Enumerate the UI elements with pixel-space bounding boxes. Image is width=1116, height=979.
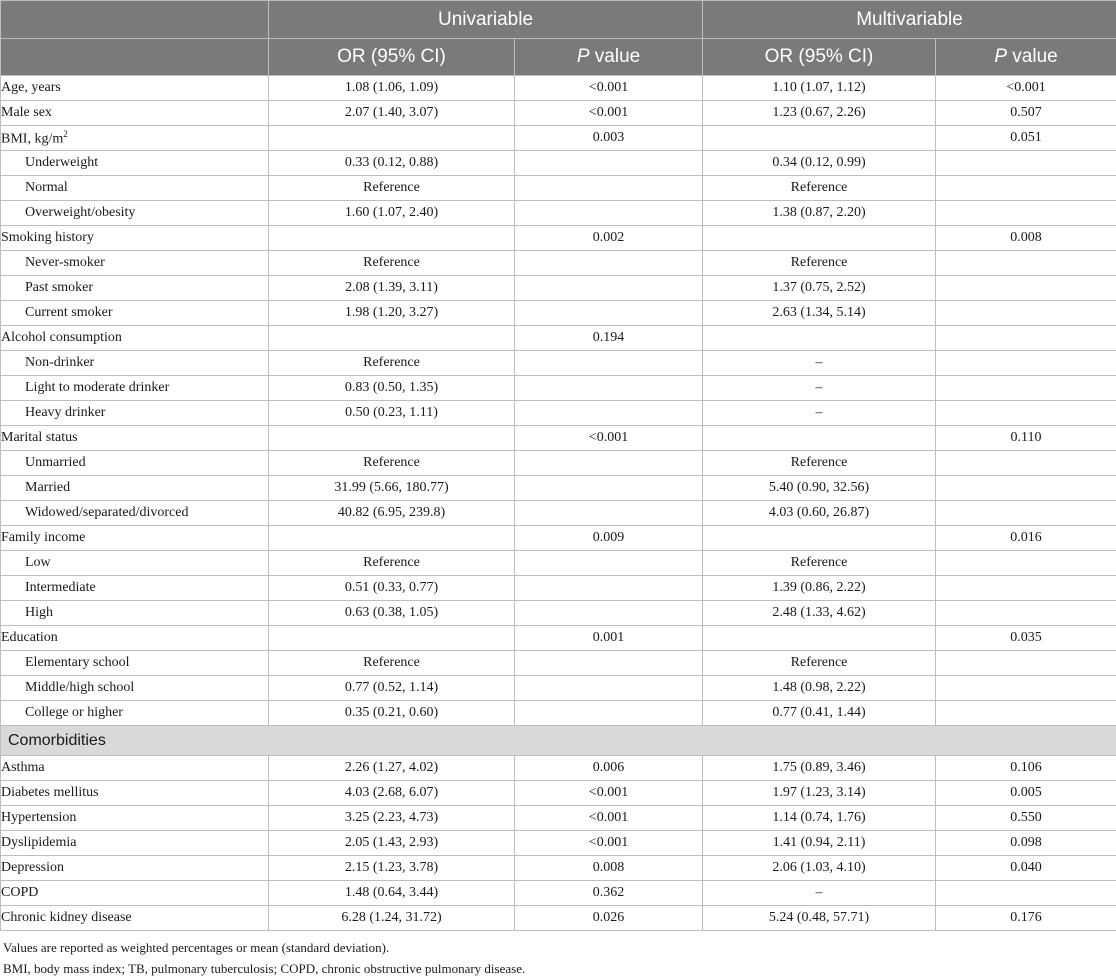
table-row — [1, 856, 1116, 881]
multivariable-header: Multivariable — [703, 1, 1116, 39]
row-label: Depression — [1, 856, 269, 881]
univariable-p-cell: <0.001 — [515, 781, 703, 806]
row-label: Married — [1, 476, 269, 501]
row-label: Elementary school — [1, 651, 269, 676]
multivariable-p-cell — [936, 476, 1116, 501]
univariable-p-cell — [515, 676, 703, 701]
multivariable-or-cell: 1.75 (0.89, 3.46) — [703, 756, 936, 781]
univariable-p-cell: 0.009 — [515, 526, 703, 551]
univariable-p-cell — [515, 251, 703, 276]
multivariable-or-cell: 1.14 (0.74, 1.76) — [703, 806, 936, 831]
row-label: Intermediate — [1, 576, 269, 601]
univariable-or-cell — [269, 226, 515, 251]
multivariable-or-cell — [703, 326, 936, 351]
table-row — [1, 426, 1116, 451]
multivariable-or-cell — [703, 126, 936, 151]
univariable-p-cell — [515, 276, 703, 301]
univariable-or-cell — [269, 526, 515, 551]
univariable-or-cell: 0.63 (0.38, 1.05) — [269, 601, 515, 626]
row-label: Dyslipidemia — [1, 831, 269, 856]
univariable-or-cell: 0.50 (0.23, 1.11) — [269, 401, 515, 426]
row-label: Middle/high school — [1, 676, 269, 701]
univariable-p-cell: <0.001 — [515, 76, 703, 101]
multivariable-p-cell: 0.051 — [936, 126, 1116, 151]
univariable-p-cell — [515, 151, 703, 176]
univariable-p-cell: 0.002 — [515, 226, 703, 251]
univariable-or-cell: 0.51 (0.33, 0.77) — [269, 576, 515, 601]
group-header-row — [1, 1, 1116, 39]
multivariable-p-cell — [936, 351, 1116, 376]
table-row — [1, 401, 1116, 426]
row-label: High — [1, 601, 269, 626]
row-label: Unmarried — [1, 451, 269, 476]
univariable-or-cell: 2.08 (1.39, 3.11) — [269, 276, 515, 301]
multivariable-or-cell: – — [703, 376, 936, 401]
univariable-or-header: OR (95% CI) — [269, 39, 515, 76]
row-label: Heavy drinker — [1, 401, 269, 426]
row-label: Diabetes mellitus — [1, 781, 269, 806]
univariable-p-cell — [515, 401, 703, 426]
multivariable-p-cell — [936, 501, 1116, 526]
table-row — [1, 576, 1116, 601]
row-label: Overweight/obesity — [1, 201, 269, 226]
univariable-p-cell: 0.362 — [515, 881, 703, 906]
table-row — [1, 806, 1116, 831]
row-label: Male sex — [1, 101, 269, 126]
univariable-p-cell — [515, 476, 703, 501]
univariable-p-cell — [515, 551, 703, 576]
row-label: Non-drinker — [1, 351, 269, 376]
multivariable-p-cell: 0.098 — [936, 831, 1116, 856]
univariable-or-cell: 2.07 (1.40, 3.07) — [269, 101, 515, 126]
table-row — [1, 276, 1116, 301]
multivariable-or-cell: – — [703, 351, 936, 376]
multivariable-or-cell: Reference — [703, 176, 936, 201]
multivariable-p-cell: 0.016 — [936, 526, 1116, 551]
table-body — [1, 76, 1116, 931]
multivariable-or-cell: – — [703, 401, 936, 426]
univariable-p-cell: 0.003 — [515, 126, 703, 151]
row-label: Normal — [1, 176, 269, 201]
multivariable-p-cell — [936, 251, 1116, 276]
univariable-or-cell: 31.99 (5.66, 180.77) — [269, 476, 515, 501]
multivariable-or-cell: Reference — [703, 651, 936, 676]
multivariable-or-cell: 2.48 (1.33, 4.62) — [703, 601, 936, 626]
multivariable-or-cell: 2.06 (1.03, 4.10) — [703, 856, 936, 881]
univariable-or-cell: 2.15 (1.23, 3.78) — [269, 856, 515, 881]
univariable-or-cell: 1.98 (1.20, 3.27) — [269, 301, 515, 326]
multivariable-p-cell — [936, 701, 1116, 726]
multivariable-p-cell: 0.005 — [936, 781, 1116, 806]
row-label: Never-smoker — [1, 251, 269, 276]
univariable-or-cell: 40.82 (6.95, 239.8) — [269, 501, 515, 526]
multivariable-or-cell: 1.39 (0.86, 2.22) — [703, 576, 936, 601]
univariable-p-cell — [515, 176, 703, 201]
univariable-p-cell: 0.006 — [515, 756, 703, 781]
univariable-or-cell: 2.26 (1.27, 4.02) — [269, 756, 515, 781]
multivariable-or-cell: Reference — [703, 551, 936, 576]
table-row — [1, 626, 1116, 651]
multivariable-p-cell: 0.008 — [936, 226, 1116, 251]
multivariable-p-cell: 0.550 — [936, 806, 1116, 831]
univariable-p-cell — [515, 351, 703, 376]
row-label: COPD — [1, 881, 269, 906]
table-row — [1, 526, 1116, 551]
univariable-or-cell: Reference — [269, 251, 515, 276]
univariable-or-cell — [269, 626, 515, 651]
header-blank — [1, 1, 269, 39]
univariable-or-cell: 1.60 (1.07, 2.40) — [269, 201, 515, 226]
table-row — [1, 226, 1116, 251]
section-row-comorbidities — [1, 726, 1116, 756]
multivariable-or-cell: 1.41 (0.94, 2.11) — [703, 831, 936, 856]
row-label: Education — [1, 626, 269, 651]
footnote-1: Values are reported as weighted percentages or mean (standard deviation). — [0, 937, 1116, 958]
multivariable-p-cell: <0.001 — [936, 76, 1116, 101]
table-row — [1, 781, 1116, 806]
table-row — [1, 176, 1116, 201]
multivariable-p-cell: 0.035 — [936, 626, 1116, 651]
row-label: Family income — [1, 526, 269, 551]
multivariable-p-cell: 0.507 — [936, 101, 1116, 126]
row-label: Light to moderate drinker — [1, 376, 269, 401]
univariable-p-cell — [515, 301, 703, 326]
table-row — [1, 501, 1116, 526]
multivariable-or-cell: 1.37 (0.75, 2.52) — [703, 276, 936, 301]
multivariable-or-cell — [703, 226, 936, 251]
multivariable-p-cell — [936, 151, 1116, 176]
univariable-header: Univariable — [269, 1, 703, 39]
univariable-p-header: P value — [515, 39, 703, 76]
multivariable-p-cell — [936, 651, 1116, 676]
row-label: Alcohol consumption — [1, 326, 269, 351]
multivariable-p-cell: 0.110 — [936, 426, 1116, 451]
multivariable-or-cell: 5.24 (0.48, 57.71) — [703, 906, 936, 931]
univariable-p-cell — [515, 501, 703, 526]
section-label: Comorbidities — [1, 726, 1116, 756]
univariable-p-cell: <0.001 — [515, 101, 703, 126]
table-row — [1, 701, 1116, 726]
row-label: Smoking history — [1, 226, 269, 251]
univariable-p-cell — [515, 576, 703, 601]
row-label: Past smoker — [1, 276, 269, 301]
univariable-or-cell: Reference — [269, 451, 515, 476]
multivariable-or-cell: 5.40 (0.90, 32.56) — [703, 476, 936, 501]
multivariable-p-cell — [936, 176, 1116, 201]
header-blank-2 — [1, 39, 269, 76]
univariable-or-cell — [269, 426, 515, 451]
column-header-row — [1, 39, 1116, 76]
multivariable-p-cell: 0.176 — [936, 906, 1116, 931]
univariable-or-cell: Reference — [269, 176, 515, 201]
univariable-or-cell: 4.03 (2.68, 6.07) — [269, 781, 515, 806]
table-row — [1, 881, 1116, 906]
multivariable-p-cell: 0.040 — [936, 856, 1116, 881]
multivariable-or-cell: 1.23 (0.67, 2.26) — [703, 101, 936, 126]
univariable-or-cell: Reference — [269, 351, 515, 376]
table-row — [1, 451, 1116, 476]
multivariable-or-cell: 2.63 (1.34, 5.14) — [703, 301, 936, 326]
univariable-p-cell: 0.001 — [515, 626, 703, 651]
multivariable-p-cell — [936, 676, 1116, 701]
multivariable-or-cell: 1.48 (0.98, 2.22) — [703, 676, 936, 701]
row-label: Underweight — [1, 151, 269, 176]
univariable-or-cell: 1.48 (0.64, 3.44) — [269, 881, 515, 906]
multivariable-p-cell — [936, 451, 1116, 476]
univariable-or-cell: 0.33 (0.12, 0.88) — [269, 151, 515, 176]
multivariable-p-cell — [936, 201, 1116, 226]
univariable-p-cell — [515, 376, 703, 401]
multivariable-or-cell: 1.10 (1.07, 1.12) — [703, 76, 936, 101]
multivariable-or-cell: 4.03 (0.60, 26.87) — [703, 501, 936, 526]
table-row — [1, 151, 1116, 176]
row-label: Age, years — [1, 76, 269, 101]
table-row — [1, 651, 1116, 676]
table-row — [1, 551, 1116, 576]
table-row — [1, 101, 1116, 126]
row-label: College or higher — [1, 701, 269, 726]
univariable-p-cell: <0.001 — [515, 806, 703, 831]
univariable-p-cell — [515, 651, 703, 676]
multivariable-or-header: OR (95% CI) — [703, 39, 936, 76]
multivariable-or-cell: 0.34 (0.12, 0.99) — [703, 151, 936, 176]
table-row — [1, 301, 1116, 326]
row-label: Asthma — [1, 756, 269, 781]
univariable-or-cell: 0.35 (0.21, 0.60) — [269, 701, 515, 726]
univariable-or-cell — [269, 126, 515, 151]
row-label: BMI, $kg/m^2$ — [1, 126, 269, 151]
row-label: Hypertension — [1, 806, 269, 831]
univariable-or-cell: Reference — [269, 551, 515, 576]
univariable-or-cell: 3.25 (2.23, 4.73) — [269, 806, 515, 831]
univariable-or-cell: 0.83 (0.50, 1.35) — [269, 376, 515, 401]
univariable-p-cell — [515, 451, 703, 476]
table-row — [1, 476, 1116, 501]
table-row — [1, 351, 1116, 376]
multivariable-p-cell — [936, 551, 1116, 576]
univariable-or-cell: 2.05 (1.43, 2.93) — [269, 831, 515, 856]
univariable-p-cell — [515, 601, 703, 626]
table-row — [1, 376, 1116, 401]
table-row — [1, 76, 1116, 101]
univariable-p-cell: 0.194 — [515, 326, 703, 351]
row-label: Widowed/separated/divorced — [1, 501, 269, 526]
table-row — [1, 756, 1116, 781]
table-row — [1, 601, 1116, 626]
footnote-2: BMI, body mass index; TB, pulmonary tuberculosis; COPD, chronic obstructive pulmonary disease. — [0, 958, 1116, 979]
univariable-or-cell: Reference — [269, 651, 515, 676]
multivariable-or-cell: 1.97 (1.23, 3.14) — [703, 781, 936, 806]
univariable-or-cell: 1.08 (1.06, 1.09) — [269, 76, 515, 101]
univariable-p-cell — [515, 201, 703, 226]
row-label: Current smoker — [1, 301, 269, 326]
univariable-p-cell — [515, 701, 703, 726]
multivariable-p-cell — [936, 601, 1116, 626]
multivariable-or-cell: 1.38 (0.87, 2.20) — [703, 201, 936, 226]
multivariable-p-header: P value — [936, 39, 1116, 76]
multivariable-or-cell — [703, 526, 936, 551]
multivariable-or-cell: 0.77 (0.41, 1.44) — [703, 701, 936, 726]
table-row — [1, 831, 1116, 856]
multivariable-or-cell — [703, 626, 936, 651]
multivariable-p-cell — [936, 576, 1116, 601]
univariable-or-cell: 6.28 (1.24, 31.72) — [269, 906, 515, 931]
table-row — [1, 676, 1116, 701]
multivariable-p-cell — [936, 301, 1116, 326]
multivariable-p-cell — [936, 376, 1116, 401]
multivariable-or-cell: – — [703, 881, 936, 906]
multivariable-p-cell — [936, 326, 1116, 351]
row-label: Marital status — [1, 426, 269, 451]
row-label: Low — [1, 551, 269, 576]
table-row — [1, 906, 1116, 931]
multivariable-or-cell: Reference — [703, 451, 936, 476]
multivariable-p-cell: 0.106 — [936, 756, 1116, 781]
multivariable-p-cell — [936, 401, 1116, 426]
multivariable-or-cell — [703, 426, 936, 451]
univariable-or-cell: 0.77 (0.52, 1.14) — [269, 676, 515, 701]
table-row — [1, 126, 1116, 151]
row-label: Chronic kidney disease — [1, 906, 269, 931]
univariable-p-cell: 0.008 — [515, 856, 703, 881]
univariable-p-cell: <0.001 — [515, 831, 703, 856]
table-row — [1, 251, 1116, 276]
multivariable-or-cell: Reference — [703, 251, 936, 276]
univariable-or-cell — [269, 326, 515, 351]
table-row — [1, 201, 1116, 226]
univariable-p-cell: 0.026 — [515, 906, 703, 931]
table-row — [1, 326, 1116, 351]
multivariable-p-cell — [936, 881, 1116, 906]
univariable-p-cell: <0.001 — [515, 426, 703, 451]
multivariable-p-cell — [936, 276, 1116, 301]
